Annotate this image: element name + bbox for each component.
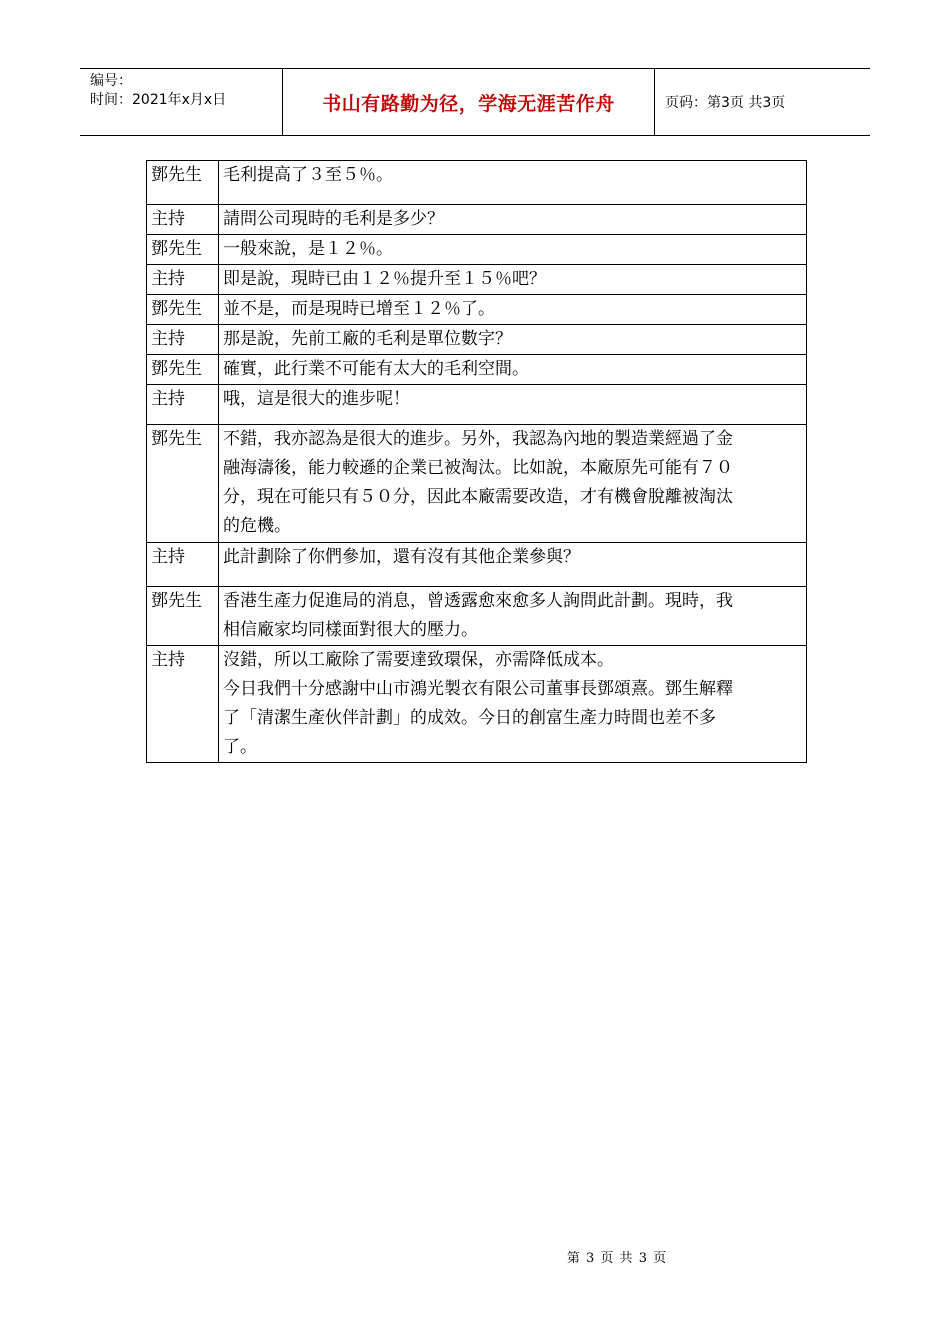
dialogue-text-cell bbox=[219, 385, 807, 425]
dialogue-line: 毛利提高了３至５％。 bbox=[223, 165, 393, 185]
table-row bbox=[147, 265, 807, 295]
header-meta bbox=[80, 69, 283, 135]
table-row bbox=[147, 161, 807, 205]
dialogue-table bbox=[146, 160, 807, 763]
speaker-cell: 主持 bbox=[147, 265, 219, 295]
dialogue-text-cell bbox=[219, 587, 807, 646]
dialogue-text-cell bbox=[219, 325, 807, 355]
dialogue-text-cell bbox=[219, 295, 807, 325]
dialogue-line: 確實，此行業不可能有太大的毛利空間。 bbox=[223, 359, 529, 379]
dialogue-line: 相信廠家均同樣面對很大的壓力。 bbox=[223, 620, 478, 640]
speaker-cell: 鄧先生 bbox=[147, 355, 219, 385]
dialogue-line: 並不是，而是現時已增至１２％了。 bbox=[223, 299, 495, 319]
dialogue-line: 了「清潔生產伙伴計劃」的成效。今日的創富生產力時間也差不多 bbox=[223, 708, 716, 728]
dialogue-text-cell bbox=[219, 425, 807, 543]
dialogue-line: 哦，這是很大的進步呢！ bbox=[223, 389, 410, 409]
dialogue-line: 一般來說，是１２％。 bbox=[223, 239, 393, 259]
table-row bbox=[147, 355, 807, 385]
dialogue-line: 融海濤後，能力較遜的企業已被淘汰。比如說，本廠原先可能有７０ bbox=[223, 458, 733, 478]
table-row bbox=[147, 235, 807, 265]
speaker-cell: 鄧先生 bbox=[147, 295, 219, 325]
table-row bbox=[147, 325, 807, 355]
dialogue-line: 香港生產力促進局的消息，曾透露愈來愈多人詢問此計劃。現時，我 bbox=[223, 591, 733, 611]
speaker-cell: 鄧先生 bbox=[147, 425, 219, 543]
speaker-cell: 鄧先生 bbox=[147, 587, 219, 646]
speaker-cell: 鄧先生 bbox=[147, 235, 219, 265]
dialogue-text-cell bbox=[219, 355, 807, 385]
table-row bbox=[147, 543, 807, 587]
table-row bbox=[147, 646, 807, 763]
dialogue-text-cell bbox=[219, 543, 807, 587]
table-row bbox=[147, 295, 807, 325]
table-row bbox=[147, 587, 807, 646]
dialogue-line: 沒錯，所以工廠除了需要達致環保，亦需降低成本。 bbox=[223, 650, 614, 670]
document-number-label: 编号： bbox=[90, 73, 132, 89]
dialogue-text-cell bbox=[219, 235, 807, 265]
dialogue-line: 分，現在可能只有５０分，因此本廠需要改造，才有機會脫離被淘汰 bbox=[223, 487, 733, 507]
dialogue-line: 即是說，現時已由１２％提升至１５％吧？ bbox=[223, 269, 546, 289]
speaker-cell: 主持 bbox=[147, 205, 219, 235]
dialogue-line: 了。 bbox=[223, 737, 257, 757]
dialogue-text-cell bbox=[219, 205, 807, 235]
dialogue-line: 今日我們十分感謝中山市鴻光製衣有限公司董事長鄧頌熹。鄧生解釋 bbox=[223, 679, 733, 699]
speaker-cell: 主持 bbox=[147, 646, 219, 763]
table-row bbox=[147, 385, 807, 425]
dialogue-line: 請問公司現時的毛利是多少？ bbox=[223, 209, 444, 229]
page-header bbox=[80, 68, 870, 136]
dialogue-line: 的危機。 bbox=[223, 516, 291, 536]
dialogue-text-cell bbox=[219, 646, 807, 763]
speaker-cell: 鄧先生 bbox=[147, 161, 219, 205]
table-row bbox=[147, 205, 807, 235]
dialogue-line: 不錯，我亦認為是很大的進步。另外，我認為內地的製造業經過了金 bbox=[223, 429, 733, 449]
header-motto: 书山有路勤为径，学海无涯苦作舟 bbox=[283, 69, 655, 135]
dialogue-text-cell bbox=[219, 265, 807, 295]
dialogue-line: 此計劃除了你們參加，還有沒有其他企業參與？ bbox=[223, 547, 580, 567]
speaker-cell: 主持 bbox=[147, 543, 219, 587]
speaker-cell: 主持 bbox=[147, 385, 219, 425]
dialogue-text-cell bbox=[219, 161, 807, 205]
speaker-cell: 主持 bbox=[147, 325, 219, 355]
header-page-number: 页码：第3页 共3页 bbox=[665, 95, 786, 111]
dialogue-line: 那是說，先前工廠的毛利是單位數字？ bbox=[223, 329, 512, 349]
page-footer: 第 3 页 共 3 页 bbox=[566, 1251, 668, 1266]
table-row bbox=[147, 425, 807, 543]
document-time-label: 时间：2021年x月x日 bbox=[90, 92, 227, 108]
